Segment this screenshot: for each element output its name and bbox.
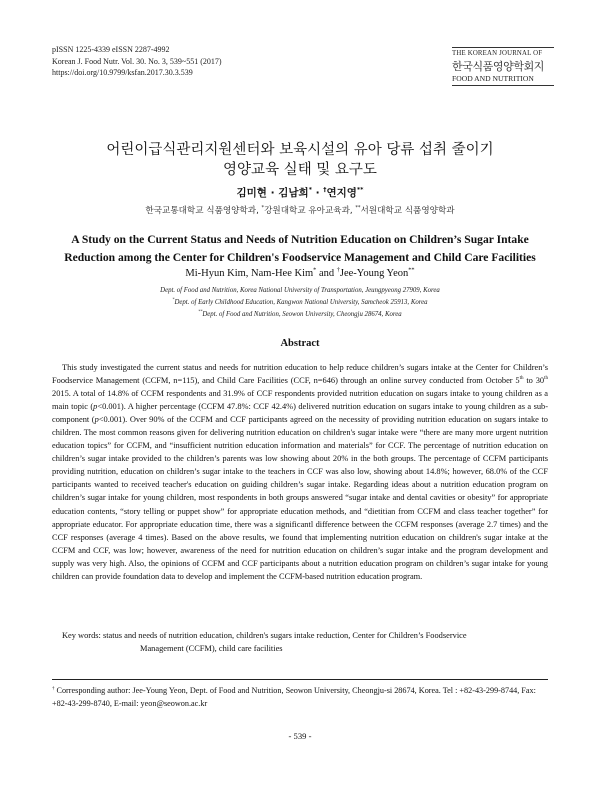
abstract-text: 2015. A total of 14.8% of CCFM respondents and 31.9% of CCF respondents provided nutrition education on sugars intake to young children as a main topic ( [52,389,548,412]
keywords [62,629,548,655]
abstract-text: to 30 [523,376,545,386]
title-korean-line1: 어린이급식관리지원센터와 보육시설의 유아 당류 섭취 줄이기 [106,142,494,158]
authors-en-and: and [316,268,337,279]
authors-english [40,268,560,279]
title-korean [40,140,560,180]
corresponding-mark: † [52,686,55,692]
affil-en-line2-text: Dept. of Early Childhood Education, Kangwon National University, Samcheok 25913, Korea [174,299,428,306]
authors-en-name-b: Jee-Young Yeon [339,268,409,279]
affil-en-line3 [40,309,560,321]
doi-link[interactable]: https://doi.org/10.9799/ksfan.2017.30.3.539 [52,68,193,77]
affil-mark: ** [355,205,361,212]
authors-ko-sep: · [311,187,324,199]
abstract-text: <0.001). Over 90% of the CCFM and CCF participants agreed on the necessity of providing nutrition education on sugars intake to children. The most common reasons given for delivering nutrition education on children's sugar intake were “there are many more urgent nutrition education topics” for CCFM, and “insufficient nutrition education information and materials” for CCF. The percentage of nutrition education on children’s sugar intake provided to the children’s parents was low showing about 20% in the both groups. The percentage of CCFM participants providing nutrition, education on children’s sugar intake to the teachers in CCF was also low, showing about 14.8%; however, 68.0% of the CCF participants wanted to received teacher's education on guiding children’s sugar intake. Regarding ideas about a nutrition education program on children’s sugar intake for young children, most respondents in both groups answered “sugar intake and dental cavities or obesity” for appropriate education contents, “story telling or puppet show” for appropriate education methods, and “dietitian from CCFM and class teacher together” for appropriate educator. For appropriate education time, there was a significantl difference between the CCFM responses (average 2.7 times) and the CCF responses (average 4 times). Based on the above results, we found that implementing nutrition education on children's sugar intake at the CCFM and CCF, was low; however, awareness of the need for nutrition education on children’s sugar intake and the program development and supply was very high. Also, the opinions of CCFM and CCF participants about a nutrition education program on children’s sugar intake for young children can provide foundation data to develop and implement the CCFM-based nutrition education program. [52,415,548,581]
title-korean-line2: 영양교육 실태 및 요구도 [223,162,377,178]
corresponding-author-footnote [52,685,548,710]
journal-logo [452,47,554,86]
abstract-body [52,361,548,583]
authors-en-names-a: Mi-Hyun Kim, Nam-Hee Kim [185,268,314,279]
affil-mark: * [172,296,175,302]
authors-ko-name-b: 연지영 [326,187,357,199]
affil-ko-b: 강원대학교 유아교육과, [264,206,356,216]
journal-name-ko: 한국식품영양학회지 [452,60,545,73]
journal-top-rule [452,47,554,48]
abstract-heading: Abstract [280,338,320,349]
ordinal-suffix: th [544,376,548,382]
authors-korean [40,185,560,200]
corresponding-mark: † [336,266,340,274]
journal-name-en-bottom: FOOD AND NUTRITION [452,74,534,83]
footnote-divider [52,679,548,680]
footnote-text: Corresponding author: Jee-Young Yeon, Dept. of Food and Nutrition, Seowon University, Cheongju-si 28674, Korea. Tel : +82-43-299-8744, Fax: +82-43-299-8740, E-mail: yeon@seowon.ac.kr [52,686,536,708]
affil-mark: * [261,205,265,212]
affiliations-korean [40,204,560,216]
journal-bottom-rule [452,85,554,86]
author-mark: ** [408,266,415,274]
corresponding-mark: † [323,186,327,194]
abstract-text: This study investigated the current status and needs for nutrition education to help reduce children’s sugars intake at the Center for Children’s Foodservice Management (CCFM, n=115), and Child Care Facilities (CCF, n=646) through an online survey conducted from October 5 [52,363,548,386]
ordinal-suffix: th [519,376,524,382]
title-english-line2: Reduction among the Center for Children's Foodservice Management and Child Care Facilities [64,250,536,264]
title-english [52,231,548,266]
authors-ko-names-a: 김미현 · 김남희 [236,187,309,199]
page-number: - 539 - [288,731,312,741]
author-mark: ** [356,186,364,194]
affil-en-line2 [40,297,560,309]
affil-en-line1: Dept. of Food and Nutrition, Korea National University of Transportation, Jeungpyeong 27909, Korea [160,287,440,294]
journal-name-en-top: THE KOREAN JOURNAL OF [452,50,543,57]
keywords-line2: Management (CCFM), child care facilities [140,644,283,653]
keywords-line1: Key words: status and needs of nutrition education, children's sugars intake reduction, Center for Children’s Foodservice [62,631,467,640]
citation-line: Korean J. Food Nutr. Vol. 30. No. 3, 539~551 (2017) [52,56,222,66]
affiliations-english [40,285,560,321]
abstract-text: <0.001). A higher percentage (CCFM 47.8%: CCF 42.4%) delivered nutrition education on sugars intake to young children as a sub-component ( [52,402,548,425]
affil-ko-c: 서원대학교 식품영양학과 [360,206,455,216]
p-value-symbol: p [93,402,98,412]
affil-en-line3-text: Dept. of Food and Nutrition, Seowon University, Cheongju 28674, Korea [202,311,402,318]
citation-block [52,44,222,79]
issn-line: pISSN 1225-4339 eISSN 2287-4992 [52,45,170,54]
affil-ko-a: 한국교통대학교 식품영양학과, [145,206,262,216]
author-mark: * [308,186,312,194]
affil-mark: ** [198,308,203,314]
title-english-line1: A Study on the Current Status and Needs of Nutrition Education on Children’s Sugar Intake [71,233,529,246]
p-value-symbol: p [94,415,99,425]
author-mark: * [313,266,317,274]
